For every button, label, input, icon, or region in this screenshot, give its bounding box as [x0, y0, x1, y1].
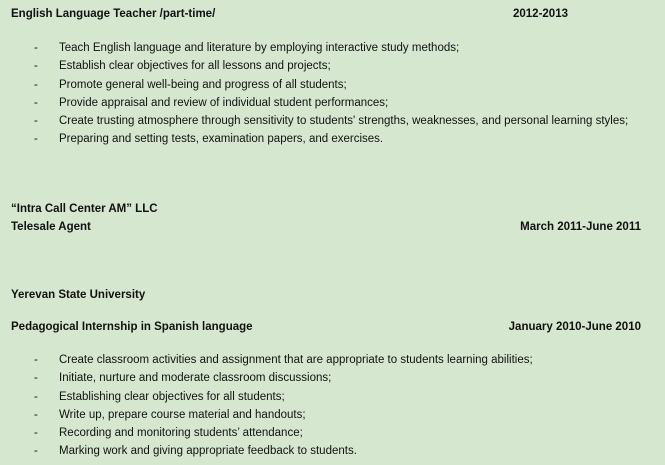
job-title: Pedagogical Internship in Spanish language: [11, 321, 253, 333]
list-item: - Create classroom activities and assignment that are appropriate to students learning abilities;: [0, 351, 665, 369]
bullet-dash: -: [34, 354, 38, 366]
bullet-dash: -: [34, 427, 38, 440]
job-date: 2012-2013: [513, 8, 568, 20]
list-item: - Establish clear objectives for all lessons and projects;: [0, 57, 665, 75]
list-item: - Marking work and giving appropriate feedback to students.: [0, 442, 665, 460]
job-title: English Language Teacher /part-time/: [11, 8, 216, 20]
bullet-dash: -: [34, 60, 38, 73]
list-item: - Write up, prepare course material and handouts;: [0, 406, 665, 424]
list-item: - Teach English language and literature by employing interactive study methods;: [0, 39, 665, 57]
list-item: - Provide appraisal and review of individual student performances;: [0, 94, 665, 112]
job-title: Telesale Agent: [11, 221, 91, 233]
bullet-dash: -: [34, 96, 38, 109]
bullet-dash: -: [34, 445, 38, 458]
job-header-english-teacher: [11, 8, 641, 20]
list-item: - Promote general well-being and progress of all students;: [0, 76, 665, 94]
bullet-dash: -: [34, 42, 38, 54]
list-item: - Establishing clear objectives for all students;: [0, 388, 665, 406]
list-item: - Create trusting atmosphere through sensitivity to students' strengths, weaknesses, and personal learning styles;: [0, 112, 665, 130]
bullet-dash: -: [34, 372, 38, 385]
list-item: - Initiate, nurture and moderate classroom discussions;: [0, 369, 665, 387]
bullet-dash: -: [34, 78, 38, 91]
organization-name: Yerevan State University: [11, 289, 146, 301]
bullet-dash: -: [34, 133, 38, 146]
bullet-dash: -: [34, 115, 38, 128]
list-item: - Preparing and setting tests, examination papers, and exercises.: [0, 130, 665, 148]
bullet-dash: -: [34, 390, 38, 403]
company-name: “Intra Call Center AM” LLC: [11, 203, 158, 215]
list-item: - Recording and monitoring students’ attendance;: [0, 424, 665, 442]
internship-duties-list: [0, 351, 665, 461]
job-header-internship: [11, 321, 641, 333]
job-duties-list: [0, 39, 665, 149]
job-date: January 2010-June 2010: [508, 321, 641, 333]
job-date: March 2011-June 2011: [520, 221, 641, 233]
bullet-dash: -: [34, 408, 38, 421]
job-header-telesale: [11, 221, 641, 233]
